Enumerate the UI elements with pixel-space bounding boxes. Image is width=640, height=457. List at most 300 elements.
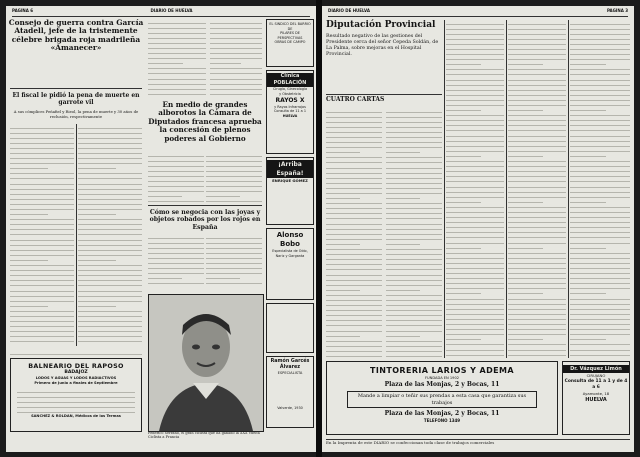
column-text-6: [206, 152, 262, 204]
text-line: [78, 267, 142, 272]
text-line: [148, 234, 204, 239]
text-line: [326, 230, 382, 235]
text-line: [326, 205, 382, 210]
text-line: [326, 190, 382, 195]
text-line: [508, 219, 566, 224]
text-line: [210, 34, 262, 39]
text-line: [446, 198, 481, 203]
text-line: [210, 50, 262, 55]
text-line: [326, 164, 382, 169]
text-line: [386, 179, 442, 184]
text-line: [508, 346, 566, 351]
text-line: [386, 271, 442, 276]
text-line: [386, 327, 442, 332]
text-line: [10, 200, 74, 205]
text-line: [17, 398, 135, 403]
text-line: [508, 321, 566, 326]
text-line: [148, 24, 206, 29]
text-line: [386, 337, 442, 342]
text-line: [570, 336, 606, 341]
text-line: [210, 90, 262, 95]
text-line: [508, 224, 566, 229]
text-line: [78, 134, 142, 139]
text-line: [386, 133, 442, 138]
text-line: [326, 154, 382, 159]
text-line: [10, 297, 74, 302]
text-line: [508, 96, 566, 101]
text-line: [78, 241, 142, 246]
text-line: [78, 139, 142, 144]
text-line: [326, 123, 382, 128]
text-line: [326, 302, 382, 307]
text-line: [148, 90, 206, 95]
ad-arriba-espana: [266, 157, 314, 225]
text-line: [148, 162, 204, 167]
text-line: [570, 35, 630, 40]
text-line: [210, 70, 262, 75]
text-line: [570, 198, 606, 203]
text-line: [570, 102, 630, 107]
text-line: [570, 214, 630, 219]
ad-doctor-city: HUELVA: [585, 397, 607, 403]
banner-subtitle: Resultado negativo de las gestiones del Presidente cerca del señor Cepeda Soldán, de La Palma, sobre mejoras en el Hospital Provincial.: [326, 34, 439, 57]
text-line: [210, 85, 262, 90]
text-line: [508, 91, 566, 96]
text-line: [10, 323, 74, 328]
text-line: [570, 193, 630, 198]
divider: [326, 94, 442, 95]
text-line: [10, 195, 74, 200]
ad-doctor-sub: CIRUJANO: [586, 373, 606, 378]
text-line: [206, 188, 262, 193]
text-line: [206, 183, 262, 188]
text-line: [78, 251, 142, 256]
text-line: [10, 129, 74, 134]
text-line: [570, 76, 630, 81]
text-line: [570, 290, 606, 295]
text-line: [508, 351, 566, 356]
text-line: [78, 124, 142, 129]
text-line: [446, 20, 504, 25]
text-line: [10, 312, 74, 317]
text-line: [386, 281, 442, 286]
text-line: [326, 174, 382, 179]
text-line: [78, 155, 142, 160]
text-line: [10, 206, 74, 211]
cyclist-portrait-image: [149, 295, 263, 431]
text-line: [210, 55, 262, 60]
divider: [148, 205, 262, 206]
section-cuatro-cartas: CUATRO CARTAS: [326, 96, 385, 103]
text-line: [570, 107, 606, 112]
text-line: [446, 315, 504, 320]
photo-caption: Federico Serrano, el gran ciclista que ha ganado la XXX Vuelta Ciclista a Francia: [148, 431, 260, 440]
text-line: [570, 61, 606, 66]
text-line: [446, 102, 504, 107]
text-line: [446, 107, 481, 112]
text-line: [446, 214, 504, 219]
text-line: [78, 165, 116, 170]
ad-arriba-sub: ENRIQUE GÓMEZ: [272, 178, 308, 183]
text-line: [206, 254, 262, 259]
text-line: [446, 51, 504, 56]
text-line: [446, 254, 504, 259]
text-line: [570, 265, 630, 270]
text-line: [326, 159, 382, 164]
ad-raposo-city: BADAJOZ: [64, 370, 88, 375]
text-line: [386, 195, 420, 200]
text-line: [210, 80, 262, 85]
text-line: [10, 231, 74, 236]
ad-doctor-title: Dr. Vázquez Limón: [563, 365, 629, 373]
text-line: [78, 195, 142, 200]
ad-clinica-poblacion: [266, 70, 314, 154]
text-line: [508, 341, 566, 346]
text-line: [78, 206, 142, 211]
text-line: [570, 219, 630, 224]
text-line: [386, 332, 420, 337]
text-line: [386, 342, 442, 347]
text-line: [570, 86, 630, 91]
text-line: [446, 275, 504, 280]
text-line: [206, 198, 262, 203]
text-line: [446, 244, 481, 249]
column-rule: [568, 20, 569, 358]
text-line: [446, 203, 504, 208]
text-line: [570, 66, 630, 71]
column-text-3: [148, 19, 206, 99]
text-line: [446, 265, 504, 270]
right-page-number: PAGINA 3: [606, 8, 628, 13]
ad-tintoreria-address2: Plaza de las Monjas, 2 y Bocas, 11: [384, 410, 500, 418]
text-line: [570, 127, 630, 132]
text-line: [386, 312, 442, 317]
text-line: [386, 210, 442, 215]
text-line: [10, 211, 48, 216]
text-line: [326, 184, 382, 189]
text-line: [148, 19, 206, 24]
text-line: [508, 30, 566, 35]
ad-ramon-sub: ESPECIALISTA: [277, 371, 303, 375]
text-line: [386, 230, 442, 235]
text-line: [326, 322, 382, 327]
text-line: [10, 144, 74, 149]
column-rule: [76, 124, 77, 346]
text-line: [78, 226, 142, 231]
text-line: [446, 86, 504, 91]
text-line: [206, 249, 262, 254]
text-line: [508, 326, 566, 331]
text-line: [446, 193, 504, 198]
text-line: [78, 144, 142, 149]
text-line: [446, 285, 504, 290]
text-line: [10, 149, 74, 154]
text-line: [326, 113, 382, 118]
text-line: [508, 152, 543, 157]
text-line: [386, 215, 442, 220]
text-line: [508, 168, 566, 173]
text-line: [78, 149, 142, 154]
text-line: [508, 158, 566, 163]
text-line: [446, 188, 504, 193]
text-line: [570, 254, 630, 259]
text-line: [386, 235, 442, 240]
text-line: [570, 30, 630, 35]
text-line: [326, 291, 382, 296]
text-line: [386, 307, 442, 312]
text-line: [326, 133, 382, 138]
text-line: [78, 256, 116, 261]
text-line: [78, 312, 142, 317]
text-line: [446, 295, 504, 300]
text-line: [10, 175, 74, 180]
text-line: [446, 178, 504, 183]
text-line: [210, 75, 262, 80]
text-line: [508, 56, 566, 61]
text-line: [508, 107, 543, 112]
text-line: [508, 270, 566, 275]
ad-line: PILARES DE: [280, 31, 300, 36]
text-line: [446, 142, 504, 147]
ad-raposo-footer: SANCHEZ & ROLDAN, Médicos de los Termas: [31, 414, 121, 418]
text-line: [446, 224, 504, 229]
text-line: [78, 287, 142, 292]
text-line: [148, 275, 182, 280]
text-line: [570, 285, 630, 290]
text-line: [326, 179, 382, 184]
text-line: [570, 168, 630, 173]
text-line: [446, 25, 504, 30]
text-line: [570, 152, 606, 157]
text-line: [148, 44, 206, 49]
text-line: [148, 177, 204, 182]
text-line: [386, 164, 442, 169]
text-line: [508, 331, 566, 336]
text-line: [206, 239, 262, 244]
ad-tintoreria-founded: FUNDADA EN 1902: [424, 376, 460, 380]
text-line: [570, 112, 630, 117]
ad-sindico: [266, 19, 314, 67]
text-line: [508, 249, 566, 254]
text-line: [570, 56, 630, 61]
ad-arriba-title: ¡Arriba España!: [267, 160, 313, 178]
text-line: [10, 190, 74, 195]
text-line: [10, 287, 74, 292]
text-line: [570, 346, 630, 351]
text-line: [446, 81, 504, 86]
text-line: [386, 113, 442, 118]
text-line: [148, 167, 204, 172]
text-line: [508, 254, 566, 259]
text-line: [326, 251, 382, 256]
text-line: [326, 347, 382, 352]
text-line: [570, 132, 630, 137]
text-line: [206, 167, 262, 172]
text-line: [508, 20, 566, 25]
text-line: [10, 338, 74, 343]
text-line: [206, 259, 262, 264]
text-line: [326, 235, 382, 240]
text-line: [446, 229, 504, 234]
text-line: [446, 71, 504, 76]
text-line: [386, 169, 442, 174]
text-line: [386, 240, 420, 245]
text-line: [570, 229, 630, 234]
text-line: [446, 234, 504, 239]
text-line: [446, 270, 504, 275]
column-text-r1: [326, 108, 382, 358]
text-line: [326, 281, 382, 286]
text-line: [570, 51, 630, 56]
text-line: [10, 328, 74, 333]
text-line: [386, 347, 442, 352]
text-line: [508, 178, 566, 183]
left-folio: [12, 8, 310, 17]
text-line: [570, 137, 630, 142]
text-line: [446, 168, 504, 173]
text-line: [508, 290, 543, 295]
text-line: [326, 220, 382, 225]
ad-line: y Rayos Infrarrojos: [274, 104, 306, 109]
text-line: [17, 393, 135, 398]
text-line: [508, 142, 566, 147]
text-line: [326, 128, 382, 133]
text-line: [570, 305, 630, 310]
text-line: [326, 286, 360, 291]
text-line: [508, 198, 543, 203]
text-line: [570, 20, 630, 25]
text-line: [10, 277, 74, 282]
subheadline-fiscal: A sus cómplices Peñafiel y Rieol, la pena de muerte y 30 años de reclusión, respectivamente: [13, 109, 139, 119]
text-line: [148, 259, 204, 264]
text-line: [326, 312, 382, 317]
text-line: [148, 254, 204, 259]
text-line: [570, 163, 630, 168]
ad-line: Cirugía, Ginecología: [272, 87, 308, 91]
text-line: [570, 122, 630, 127]
text-line: [386, 190, 442, 195]
ad-tintoreria-slogan: Mande a limpiar o teñir sus prendas a esta casa que garantiza sus trabajos: [347, 391, 537, 408]
text-line: [210, 65, 262, 70]
text-line: [78, 236, 142, 241]
text-line: [206, 280, 262, 285]
text-line: [326, 144, 382, 149]
column-text-7: [148, 234, 204, 290]
text-line: [78, 297, 142, 302]
text-line: [508, 275, 566, 280]
text-line: [17, 408, 135, 413]
text-line: [10, 139, 74, 144]
text-line: [386, 261, 442, 266]
text-line: [206, 270, 262, 275]
text-line: [508, 81, 566, 86]
text-line: [148, 157, 204, 162]
ad-tintoreria-title: TINTORERIA LARIOS Y ADEMA: [370, 366, 514, 375]
text-line: [10, 180, 74, 185]
text-line: [17, 403, 135, 408]
text-line: [446, 173, 504, 178]
text-line: [78, 318, 142, 323]
text-line: [570, 224, 630, 229]
text-line: [326, 210, 382, 215]
text-line: [10, 226, 74, 231]
text-line: [10, 185, 74, 190]
ad-doctor-vazquez: [562, 361, 630, 435]
column-rule: [506, 20, 507, 358]
text-line: [386, 205, 442, 210]
text-line: [386, 286, 420, 291]
text-line: [148, 50, 206, 55]
text-line: [148, 188, 204, 193]
text-line: [10, 256, 48, 261]
text-line: [386, 296, 442, 301]
text-line: [78, 338, 142, 343]
text-line: [148, 280, 204, 285]
left-masthead: DIARIO DE HUELVA: [150, 8, 193, 13]
text-line: [570, 300, 630, 305]
text-line: [508, 295, 566, 300]
text-line: [570, 208, 630, 213]
text-line: [386, 123, 442, 128]
text-line: [326, 169, 382, 174]
ad-ramon-title: Ramón Garcés Álvarez: [270, 359, 310, 370]
text-line: [508, 40, 566, 45]
text-line: [508, 117, 566, 122]
ad-clinica-title: Clínica POBLACIÓN: [267, 73, 313, 87]
text-line: [570, 280, 630, 285]
ad-line: PERSPECTIVAS: [277, 35, 303, 40]
text-line: [446, 66, 504, 71]
text-line: [508, 51, 566, 56]
text-line: [446, 96, 504, 101]
text-line: [508, 300, 566, 305]
text-line: [570, 295, 630, 300]
text-line: [446, 40, 504, 45]
text-line: [446, 239, 504, 244]
text-line: [326, 266, 382, 271]
text-line: [570, 183, 630, 188]
text-line: [10, 251, 74, 256]
text-line: [386, 256, 442, 261]
text-line: [446, 321, 504, 326]
column-text-8: [206, 234, 262, 290]
text-line: [570, 249, 630, 254]
text-line: [508, 163, 566, 168]
text-line: [570, 315, 630, 320]
text-line: [78, 262, 142, 267]
text-line: [148, 60, 183, 65]
text-line: [148, 70, 206, 75]
ad-line: RAYOS X: [275, 96, 305, 104]
text-line: [446, 351, 504, 356]
text-line: [386, 144, 442, 149]
column-text-r3: [446, 20, 504, 358]
text-line: [446, 259, 504, 264]
text-line: [508, 76, 566, 81]
text-line: [508, 122, 566, 127]
text-line: [386, 200, 442, 205]
text-line: [508, 244, 543, 249]
text-line: [326, 307, 382, 312]
ad-line: OBRAS DE CAMPO: [274, 40, 306, 45]
right-masthead: DIARIO DE HUELVA: [328, 8, 370, 13]
text-line: [446, 290, 481, 295]
text-line: [570, 234, 630, 239]
text-line: [326, 256, 382, 261]
text-line: [10, 272, 74, 277]
text-line: [78, 231, 142, 236]
text-line: [508, 25, 566, 30]
